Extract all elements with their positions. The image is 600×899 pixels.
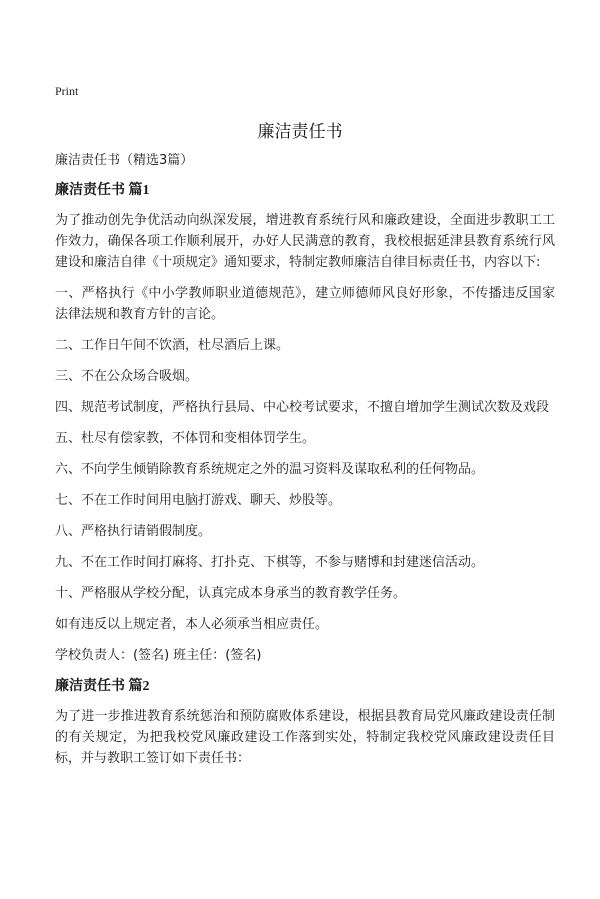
paragraph: 七、不在工作时间用电脑打游戏、聊天、炒股等。 (55, 493, 342, 508)
paragraph: 为了进一步推进教育系统惩治和预防腐败体系建设，根据县教育局党风廉政建设责任制的有关规定，为把我校党风廉政建设工作落到实处，特制定我校党风廉政建设责任目标，并与教职工签订如下责任书： (55, 709, 555, 766)
paragraph: 十、严格服从学校分配，认真完成本身承当的教育教学任务。 (55, 586, 407, 601)
paragraph: 九、不在工作时间打麻将、打扑克、下棋等，不参与赌博和封建迷信活动。 (55, 555, 485, 570)
paragraph: 二、工作日午间不饮酒，杜尽酒后上课。 (55, 338, 290, 353)
document-subtitle: 廉洁责任书（精选3篇） (55, 153, 194, 168)
page-title: 廉洁责任书 (257, 122, 343, 142)
section-heading-2: 廉洁责任书 篇2 (55, 679, 150, 694)
document-body (55, 150, 555, 779)
paragraph: 六、不向学生倾销除教育系统规定之外的温习资料及谋取私利的任何物品。 (55, 462, 485, 477)
paragraph: 如有违反以上规定者，本人必须承当相应责任。 (55, 617, 329, 632)
paragraph: 八、严格执行请销假制度。 (55, 524, 212, 539)
paragraph: 三、不在公众场合吸烟。 (55, 369, 199, 384)
signature-line: 学校负责人：(签名) 班主任：(签名) (55, 648, 262, 663)
print-link[interactable]: Print (55, 84, 79, 98)
paragraph: 四、规范考试制度，严格执行县局、中心校考试要求，不擅自增加学生测试次数及戏段 (55, 400, 550, 415)
section-heading-1: 廉洁责任书 篇1 (55, 183, 150, 198)
paragraph: 五、杜尽有偿家教，不体罚和变相体罚学生。 (55, 431, 316, 446)
paragraph: 一、严格执行《中小学教师职业道德规范》，建立师德师风良好形象，不传播违反国家法律法规和教育方针的言论。 (55, 286, 555, 322)
paragraph: 为了推动创先争优活动向纵深发展，增进教育系统行风和廉政建设，全面进步教职工工作效力，确保各项工作顺利展开，办好人民满意的教育，我校根据延津县教育系统行风建设和廉洁自律《十项规定》通知要求，特制定教师廉洁自律目标责任书，内容以下: (55, 213, 555, 270)
